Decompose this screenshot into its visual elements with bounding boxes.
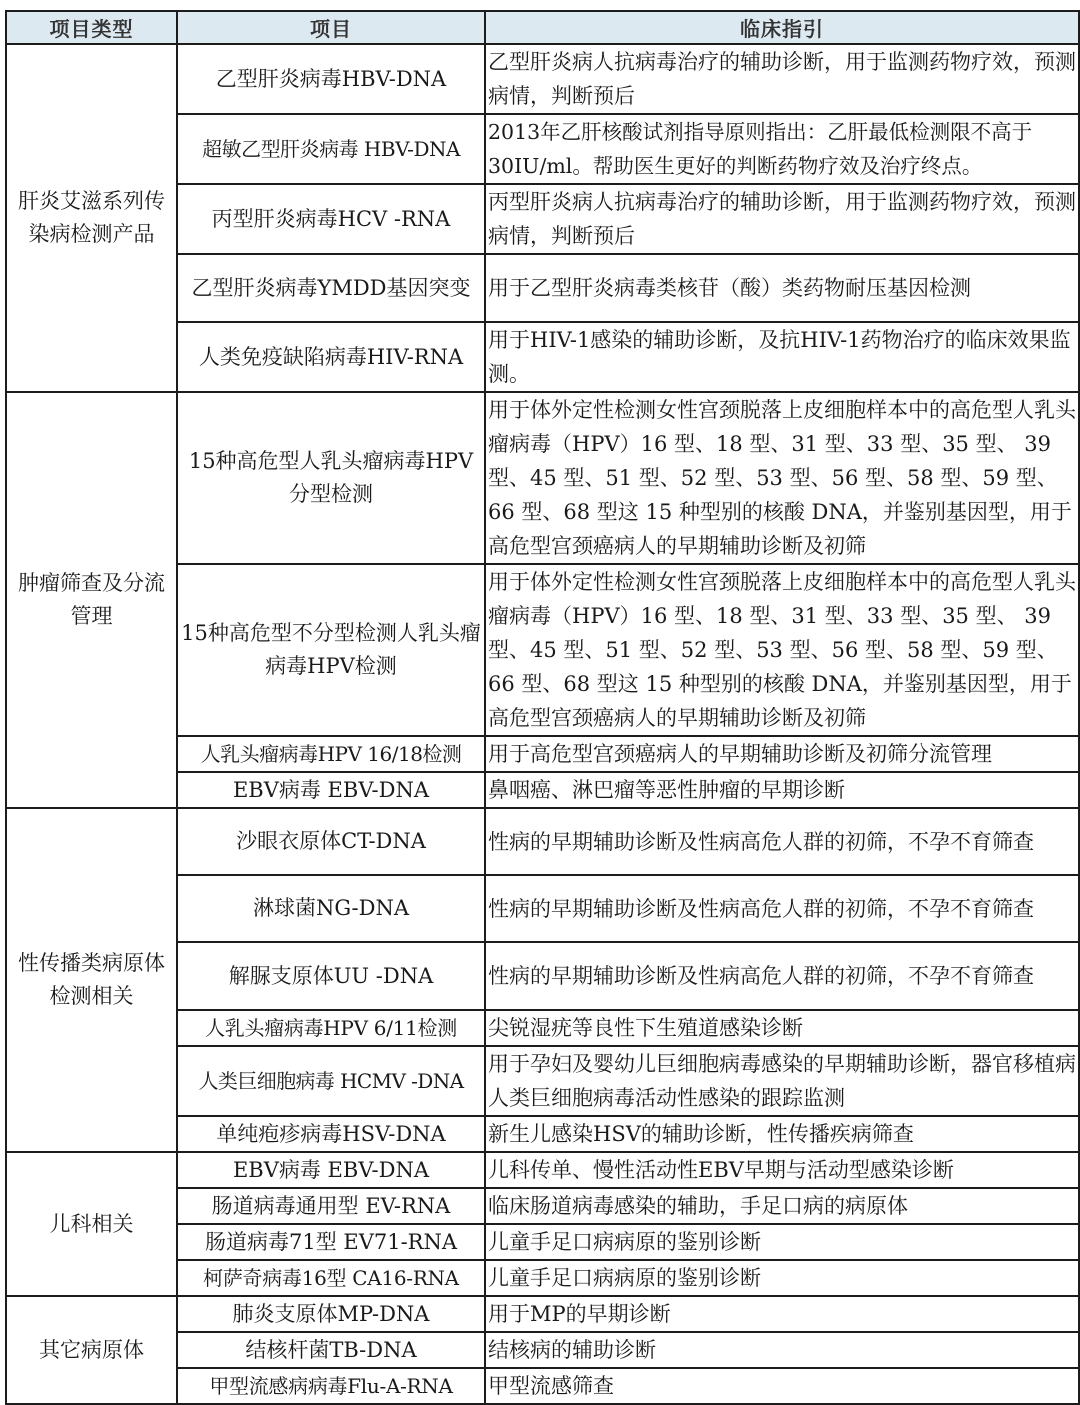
table-row: [6, 44, 1079, 114]
item-cell: 乙型肝炎病毒HBV-DNA: [177, 44, 485, 114]
item-cell: 超敏乙型肝炎病毒 HBV-DNA: [177, 114, 485, 184]
guide-cell: 丙型肝炎病人抗病毒治疗的辅助诊断，用于监测药物疗效，预测病情，判断预后: [485, 184, 1079, 254]
item-cell: 人类免疫缺陷病毒HIV-RNA: [177, 322, 485, 392]
header-clinical-guide: 临床指引: [485, 11, 1079, 44]
item-cell: 解脲支原体UU -DNA: [177, 942, 485, 1010]
category-cell: 肝炎艾滋系列传染病检测产品: [6, 44, 177, 392]
item-cell: 肠道病毒通用型 EV-RNA: [177, 1188, 485, 1224]
guide-cell: 儿童手足口病病原的鉴别诊断: [485, 1260, 1079, 1296]
item-cell: 柯萨奇病毒16型 CA16-RNA: [177, 1260, 485, 1296]
guide-cell: 2013年乙肝核酸试剂指导原则指出：乙肝最低检测限不高于30IU/ml。帮助医生更好的判断药物疗效及治疗终点。: [485, 114, 1079, 184]
guide-cell: 临床肠道病毒感染的辅助，手足口病的病原体: [485, 1188, 1079, 1224]
category-cell: 儿科相关: [6, 1152, 177, 1296]
detection-products-table-container: [5, 10, 1078, 1405]
item-cell: 15种高危型人乳头瘤病毒HPV分型检测: [177, 392, 485, 564]
guide-cell: 用于HIV-1感染的辅助诊断，及抗HIV-1药物治疗的临床效果监测。: [485, 322, 1079, 392]
guide-cell: 新生儿感染HSV的辅助诊断，性传播疾病筛查: [485, 1116, 1079, 1152]
category-cell: 其它病原体: [6, 1296, 177, 1404]
detection-products-table: [5, 10, 1080, 1405]
item-cell: 乙型肝炎病毒YMDD基因突变: [177, 254, 485, 322]
category-cell: 性传播类病原体检测相关: [6, 808, 177, 1152]
item-cell: EBV病毒 EBV-DNA: [177, 772, 485, 808]
table-row: [6, 808, 1079, 875]
guide-cell: 性病的早期辅助诊断及性病高危人群的初筛，不孕不育筛查: [485, 808, 1079, 875]
item-cell: 丙型肝炎病毒HCV -RNA: [177, 184, 485, 254]
item-cell: 沙眼衣原体CT-DNA: [177, 808, 485, 875]
category-cell: 肿瘤筛查及分流管理: [6, 392, 177, 808]
item-cell: 人乳头瘤病毒HPV 6/11检测: [177, 1010, 485, 1046]
item-cell: 肠道病毒71型 EV71-RNA: [177, 1224, 485, 1260]
guide-cell: 乙型肝炎病人抗病毒治疗的辅助诊断，用于监测药物疗效，预测病情，判断预后: [485, 44, 1079, 114]
item-cell: 甲型流感病病毒Flu-A-RNA: [177, 1368, 485, 1404]
guide-cell: 鼻咽癌、淋巴瘤等恶性肿瘤的早期诊断: [485, 772, 1079, 808]
item-cell: 15种高危型不分型检测人乳头瘤病毒HPV检测: [177, 564, 485, 736]
guide-cell: 性病的早期辅助诊断及性病高危人群的初筛，不孕不育筛查: [485, 875, 1079, 942]
guide-cell: 儿科传单、慢性活动性EBV早期与活动型感染诊断: [485, 1152, 1079, 1188]
item-cell: 结核杆菌TB-DNA: [177, 1332, 485, 1368]
item-cell: 肺炎支原体MP-DNA: [177, 1296, 485, 1332]
header-item: 项目: [177, 11, 485, 44]
guide-cell: 用于高危型宫颈癌病人的早期辅助诊断及初筛分流管理: [485, 736, 1079, 772]
table-row: [6, 392, 1079, 564]
guide-cell: 用于乙型肝炎病毒类核苷（酸）类药物耐压基因检测: [485, 254, 1079, 322]
guide-cell: 甲型流感筛查: [485, 1368, 1079, 1404]
table-row: [6, 1296, 1079, 1332]
guide-cell: 用于体外定性检测女性宫颈脱落上皮细胞样本中的高危型人乳头瘤病毒（HPV）16 型、18 型、31 型、33 型、35 型、 39 型、45 型、51 型、52 型、53 型、56 型、58 型、59 型、66 型、68 型这 15 种型别的核酸 DNA，并鉴别基因型，用于高危型宫颈癌病人的早期辅助诊断及初筛: [485, 392, 1079, 564]
guide-cell: 儿童手足口病病原的鉴别诊断: [485, 1224, 1079, 1260]
item-cell: 人乳头瘤病毒HPV 16/18检测: [177, 736, 485, 772]
guide-cell: 用于孕妇及婴幼儿巨细胞病毒感染的早期辅助诊断，器官移植病人类巨细胞病毒活动性感染的跟踪监测: [485, 1046, 1079, 1116]
guide-cell: 性病的早期辅助诊断及性病高危人群的初筛，不孕不育筛查: [485, 942, 1079, 1010]
item-cell: 淋球菌NG-DNA: [177, 875, 485, 942]
header-category: 项目类型: [6, 11, 177, 44]
guide-cell: 尖锐湿疣等良性下生殖道感染诊断: [485, 1010, 1079, 1046]
guide-cell: 用于MP的早期诊断: [485, 1296, 1079, 1332]
table-header-row: [6, 11, 1079, 44]
table-row: [6, 1152, 1079, 1188]
item-cell: 人类巨细胞病毒 HCMV -DNA: [177, 1046, 485, 1116]
item-cell: 单纯疱疹病毒HSV-DNA: [177, 1116, 485, 1152]
guide-cell: 结核病的辅助诊断: [485, 1332, 1079, 1368]
item-cell: EBV病毒 EBV-DNA: [177, 1152, 485, 1188]
guide-cell: 用于体外定性检测女性宫颈脱落上皮细胞样本中的高危型人乳头瘤病毒（HPV）16 型、18 型、31 型、33 型、35 型、 39 型、45 型、51 型、52 型、53 型、56 型、58 型、59 型、66 型、68 型这 15 种型别的核酸 DNA，并鉴别基因型，用于高危型宫颈癌病人的早期辅助诊断及初筛: [485, 564, 1079, 736]
